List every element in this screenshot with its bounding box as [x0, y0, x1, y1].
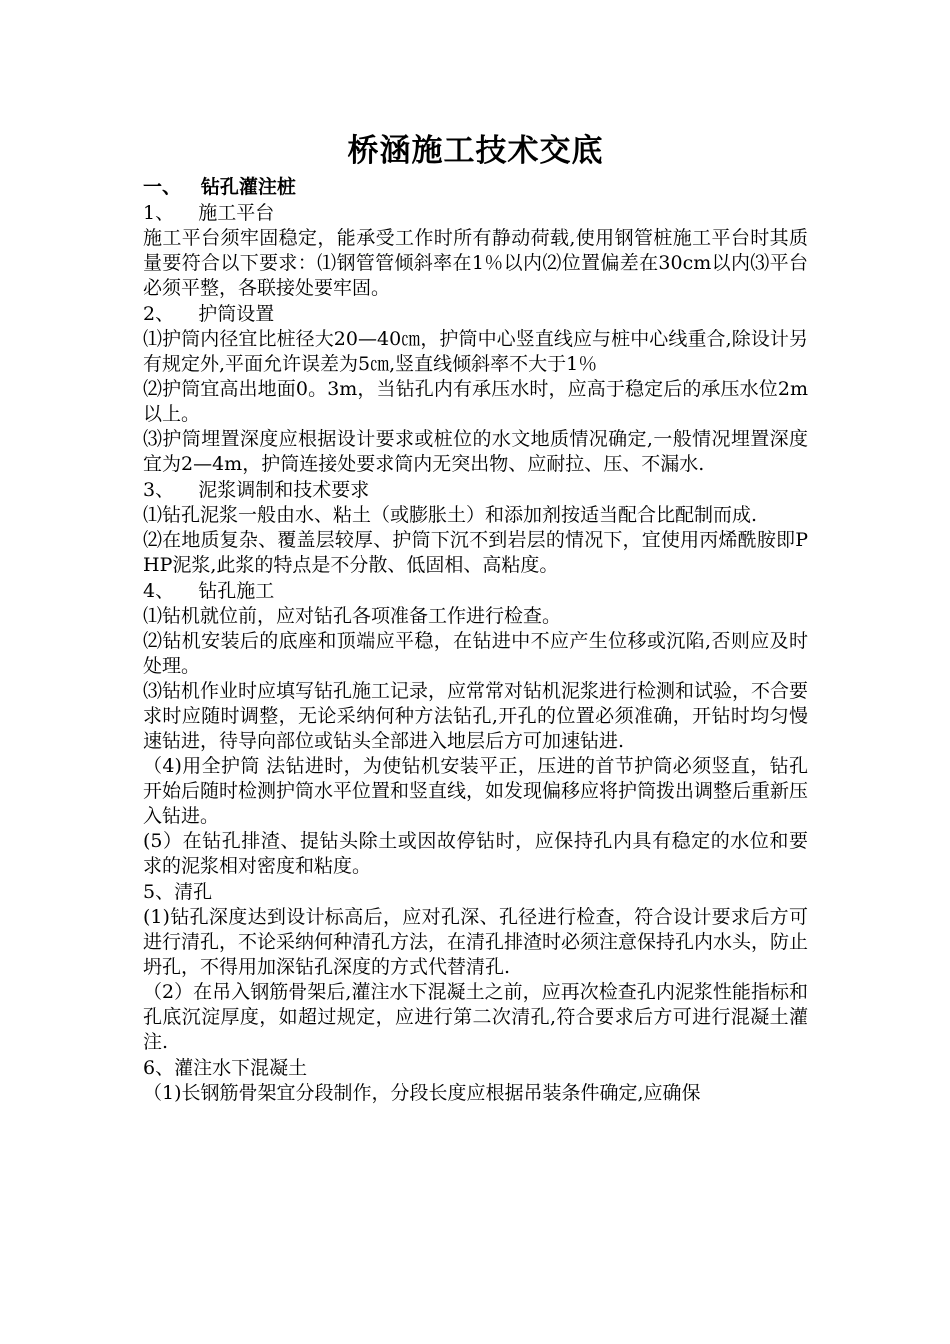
subheading-hole-cleaning: 5、清孔 — [143, 881, 213, 903]
paragraph: ⑵钻机安装后的底座和顶端应平稳，在钻进中不应产生位移或沉陷,否则应及时处理。 — [143, 630, 808, 677]
paragraph: ⑶护筒埋置深度应根据设计要求或桩位的水文地质情况确定,一般情况埋置深度宜为2—4m，护筒连接处要求筒内无突出物、应耐拉、压、不漏水. — [143, 428, 808, 475]
paragraph: （2）在吊入钢筋骨架后,灌注水下混凝土之前，应再次检查孔内泥浆性能指标和孔底沉淀厚度，如超过规定，应进行第二次清孔,符合要求后方可进行混凝土灌注. — [143, 981, 808, 1053]
paragraph: ⑴钻机就位前，应对钻孔各项准备工作进行检查。 — [143, 605, 562, 627]
subheading-drilling: 4、 钻孔施工 — [143, 580, 275, 602]
paragraph: ⑵护筒宜高出地面0。3m，当钻孔内有承压水时，应高于稳定后的承压水位2m以上。 — [143, 378, 808, 425]
document-title: 桥涵施工技术交底 — [347, 133, 604, 169]
subheading-construction-platform: 1、 施工平台 — [143, 202, 275, 224]
paragraph: (5）在钻孔排渣、提钻头除土或因故停钻时，应保持孔内具有稳定的水位和要求的泥浆相对密度和粘度。 — [143, 830, 808, 877]
paragraph: （1)长钢筋骨架宜分段制作，分段长度应根据吊装条件确定,应确保 — [143, 1082, 701, 1104]
paragraph: ⑶钻机作业时应填写钻孔施工记录，应常常对钻机泥浆进行检测和试验，不合要求时应随时调整，无论采纳何种方法钻孔,开孔的位置必须准确，开钻时均匀慢速钻进，待导向部位或钻头全部进入地层后方可加速钻进. — [143, 680, 809, 752]
subheading-casing-setup: 2、 护筒设置 — [143, 303, 275, 325]
section-heading-bored-piles: 一、 钻孔灌注桩 — [143, 176, 296, 198]
paragraph: 施工平台须牢固稳定，能承受工作时所有静动荷载,使用钢管桩施工平台时其质量要符合以下要求：⑴钢管管倾斜率在1％以内⑵位置偏差在30cm以内⑶平台必须平整，各联接处要牢固。 — [143, 227, 808, 299]
paragraph: (1)钻孔深度达到设计标高后，应对孔深、孔径进行检查，符合设计要求后方可进行清孔，不论采纳何种清孔方法，在清孔排渣时必须注意保持孔内水头，防止坍孔，不得用加深钻孔深度的方式代替清孔. — [143, 906, 809, 978]
subheading-mud-preparation: 3、 泥浆调制和技术要求 — [143, 479, 370, 501]
document-page — [143, 128, 808, 1106]
paragraph: ⑴护筒内径宜比桩径大20—40㎝，护筒中心竖直线应与桩中心线重合,除设计另有规定外,平面允许误差为5㎝,竖直线倾斜率不大于1％ — [143, 328, 808, 375]
paragraph: ⑴钻孔泥浆一般由水、粘土（或膨胀土）和添加剂按适当配合比配制而成. — [143, 504, 758, 526]
paragraph: （4)用全护筒 法钻进时，为使钻机安装平正，压进的首节护筒必须竖直，钻孔开始后随时检测护筒水平位置和竖直线，如发现偏移应将护筒拨出调整后重新压入钻进。 — [143, 755, 809, 827]
paragraph: ⑵在地质复杂、覆盖层较厚、护筒下沉不到岩层的情况下，宜使用丙烯酰胺即PHP泥浆,此浆的特点是不分散、低固相、高粘度。 — [143, 529, 808, 576]
subheading-underwater-concrete: 6、灌注水下混凝土 — [143, 1057, 308, 1079]
